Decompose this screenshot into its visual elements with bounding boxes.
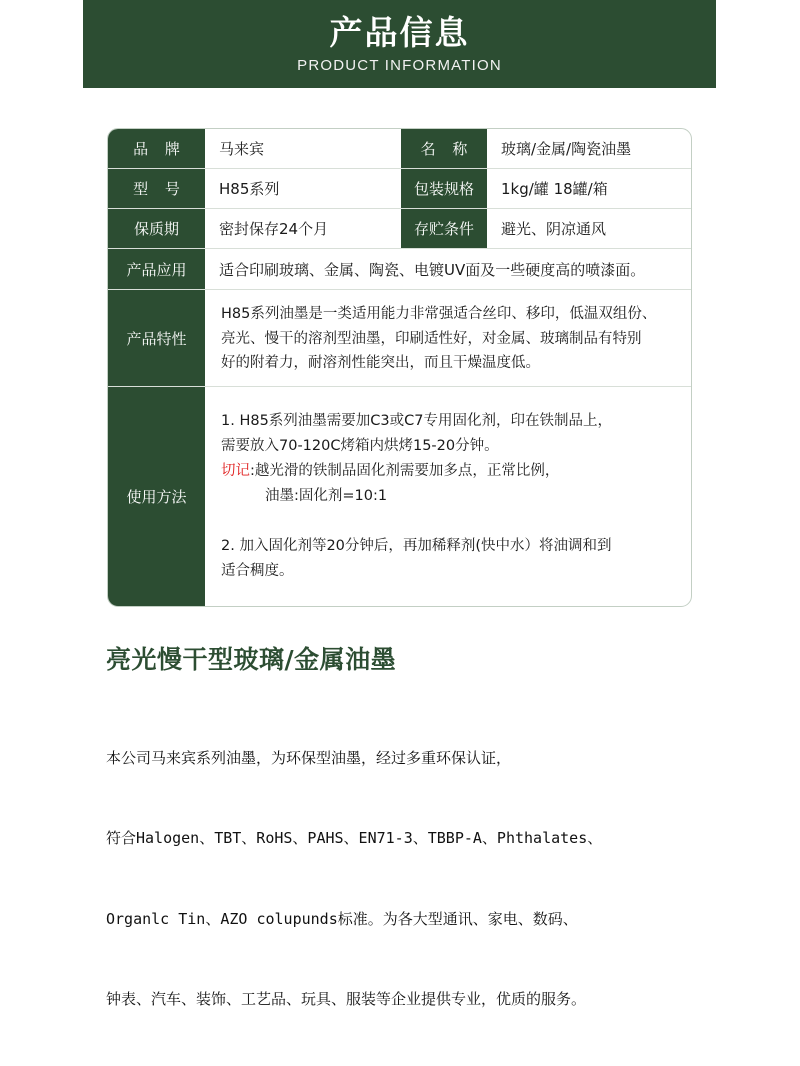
spec-value-brand: 马来宾 bbox=[219, 140, 265, 158]
spec-value-features bbox=[205, 300, 672, 377]
usage-item1-line1: 1. H85系列油墨需要加C3或C7专用固化剂，印在铁制品上， bbox=[221, 412, 612, 429]
spec-value-name: 玻璃/金属/陶瓷油墨 bbox=[501, 140, 632, 158]
spec-label-storage: 存贮条件 bbox=[401, 209, 487, 248]
usage-item-1 bbox=[221, 409, 612, 509]
usage-item-2 bbox=[221, 534, 612, 584]
spec-value-usage bbox=[205, 409, 628, 585]
usage-warning-separator: : bbox=[250, 462, 255, 479]
table-row bbox=[108, 169, 691, 209]
spec-value-model: H85系列 bbox=[219, 180, 280, 198]
spec-value-application: 适合印刷玻璃、金属、陶瓷、电镀UV面及一些硬度高的喷漆面。 bbox=[219, 260, 646, 279]
usage-warning-text: 越光滑的铁制品固化剂需要加多点，正常比例， bbox=[254, 462, 560, 479]
spec-value-shelf-life: 密封保存24个月 bbox=[219, 220, 329, 238]
table-row bbox=[108, 129, 691, 169]
spec-label-shelf-life: 保质期 bbox=[108, 209, 205, 248]
usage-ratio-line bbox=[221, 484, 612, 509]
features-line-2: 亮光、慢干的溶剂型油墨，印刷适性好，对金属、玻璃制品有特别 bbox=[221, 330, 642, 347]
table-row bbox=[108, 249, 691, 290]
spec-value-storage: 避光、阴凉通风 bbox=[501, 220, 607, 238]
page-title-english: PRODUCT INFORMATION bbox=[297, 56, 502, 74]
footer-section bbox=[106, 640, 726, 1066]
features-line-3: 好的附着力，耐溶剂性能突出，而且干燥温度低。 bbox=[221, 355, 540, 372]
usage-item2-line1: 2. 加入固化剂等20分钟后，再加稀释剂(快中水）将油调和到 bbox=[221, 538, 612, 555]
footer-line-4: 钟表、汽车、装饰、工艺品、玩具、服装等企业提供专业，优质的服务。 bbox=[106, 989, 587, 1008]
usage-warning-label: 切记 bbox=[221, 462, 250, 479]
spec-label-packaging: 包装规格 bbox=[401, 169, 487, 208]
footer-paragraph bbox=[106, 692, 726, 1066]
spec-value-packaging: 1kg/罐 18罐/箱 bbox=[501, 180, 608, 198]
footer-line-1: 本公司马来宾系列油墨，为环保型油墨，经过多重环保认证， bbox=[106, 749, 512, 768]
usage-ratio-text: 油墨:固化剂=10:1 bbox=[265, 487, 388, 504]
features-line-1: H85系列油墨是一类适用能力非常强适合丝印、移印，低温双组份、 bbox=[221, 305, 657, 322]
usage-item1-line2: 需要放入70-120C烤箱内烘烤15-20分钟。 bbox=[221, 437, 499, 454]
spec-label-brand: 品 牌 bbox=[108, 129, 205, 168]
spec-label-model: 型 号 bbox=[108, 169, 205, 208]
table-row bbox=[108, 387, 691, 606]
page-header-banner bbox=[83, 0, 716, 88]
footer-line-2: 符合Halogen、TBT、RoHS、PAHS、EN71-3、TBBP-A、Phthalates、 bbox=[106, 829, 603, 848]
table-row bbox=[108, 290, 691, 387]
page-title-chinese: 产品信息 bbox=[329, 13, 470, 53]
footer-heading: 亮光慢干型玻璃/金属油墨 bbox=[106, 645, 397, 674]
footer-line-3: Organlc Tin、AZO colupunds标准。为各大型通讯、家电、数码、 bbox=[106, 909, 578, 928]
spec-label-features: 产品特性 bbox=[108, 290, 205, 386]
spec-label-name: 名 称 bbox=[401, 129, 487, 168]
table-row bbox=[108, 209, 691, 249]
usage-item2-line2: 适合稠度。 bbox=[221, 563, 294, 580]
product-spec-table bbox=[107, 128, 692, 607]
spec-label-usage: 使用方法 bbox=[108, 387, 205, 606]
usage-paragraph-gap bbox=[221, 508, 612, 534]
spec-label-application: 产品应用 bbox=[108, 249, 205, 289]
usage-warning-line bbox=[221, 459, 612, 484]
